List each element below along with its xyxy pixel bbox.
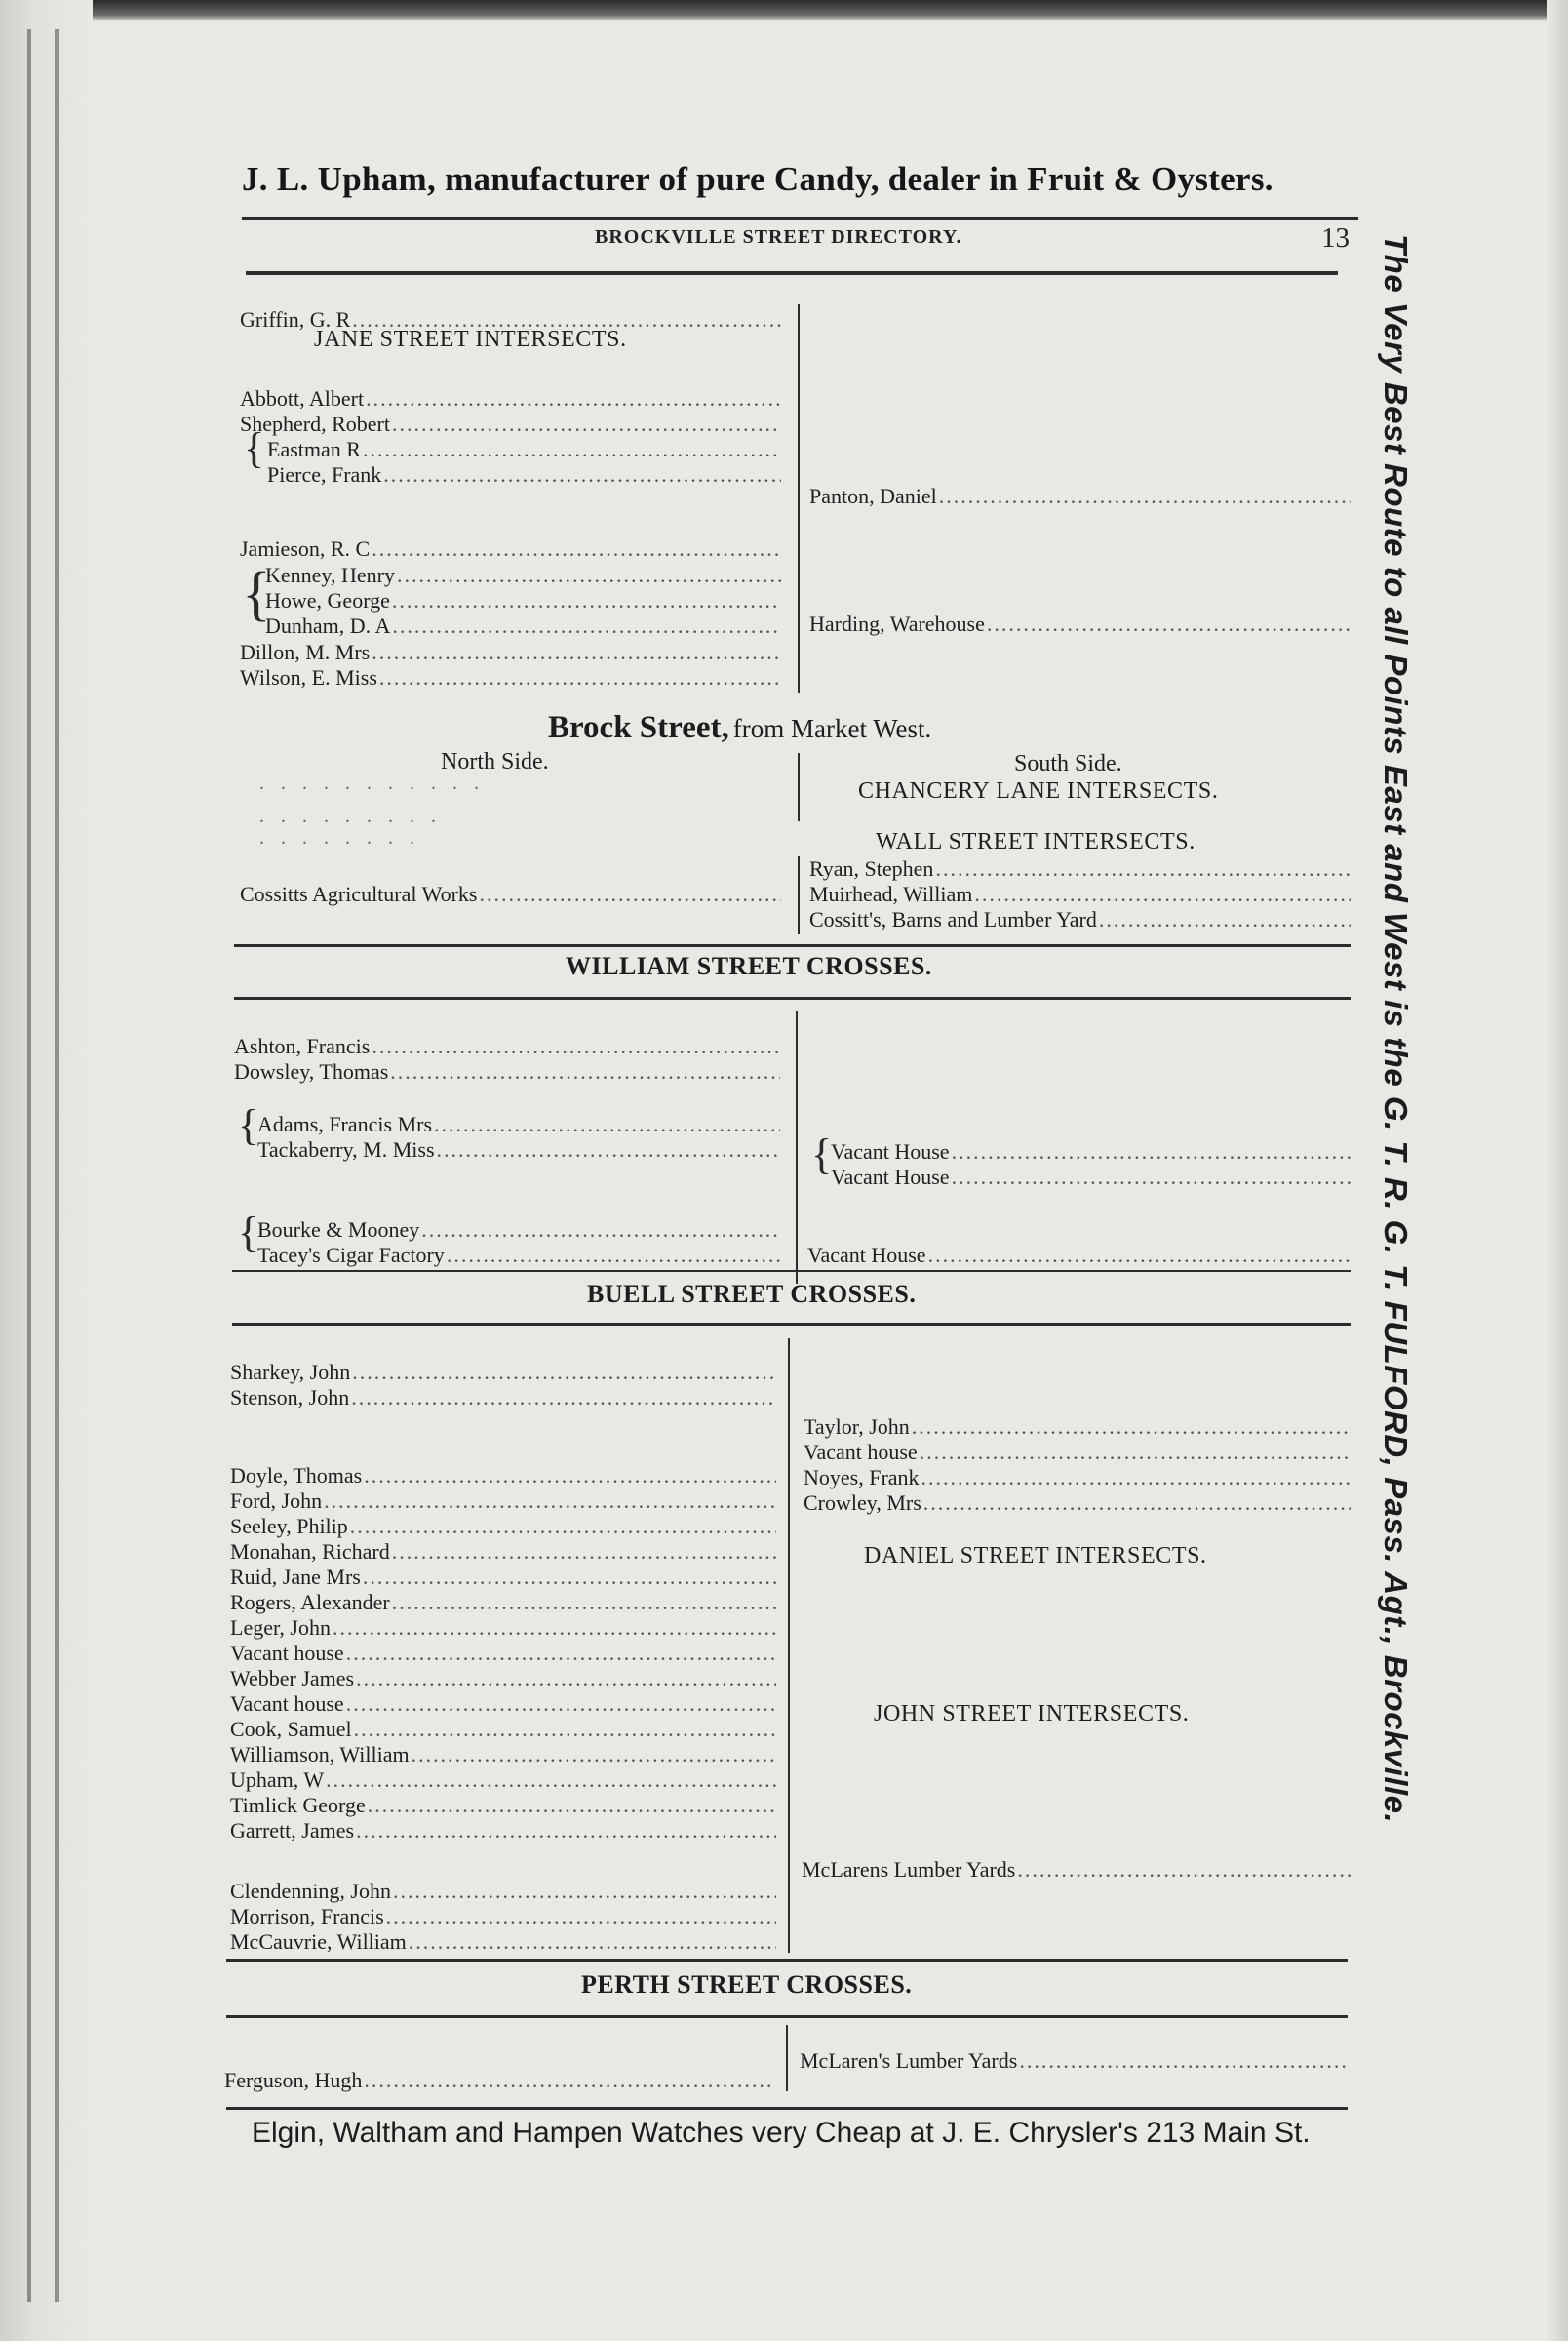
list-item: Stenson, John ..... bbox=[230, 1385, 776, 1411]
list-item: Vacant House ..... bbox=[807, 1243, 1351, 1269]
list-item: Pierce, Frank ..... bbox=[267, 462, 781, 489]
list-item: Clendenning, John ..... bbox=[230, 1879, 776, 1905]
list-item: McLarens Lumber Yards ..... bbox=[802, 1857, 1351, 1884]
list-item: Panton, Daniel ..... bbox=[809, 484, 1351, 510]
list-item: Vacant house ..... bbox=[804, 1440, 1351, 1466]
column-divider bbox=[786, 2025, 788, 2091]
header-rule bbox=[242, 217, 1358, 220]
bracket: { bbox=[244, 424, 265, 472]
list-item: Ryan, Stephen ..... bbox=[809, 856, 1351, 883]
bracket: { bbox=[238, 1209, 259, 1256]
header-rule bbox=[246, 271, 1338, 275]
column-divider bbox=[798, 304, 800, 693]
john-street-heading: JOHN STREET INTERSECTS. bbox=[874, 1701, 1190, 1726]
list-item: Webber James ..... bbox=[230, 1666, 776, 1692]
list-item: Dowsley, Thomas ..... bbox=[234, 1059, 780, 1086]
blank-dots: . . . . . . . . . . . bbox=[259, 773, 485, 794]
bottom-advertisement: Elgin, Waltham and Hampen Watches very Cheap at J. E. Chrysler's 213 Main St. bbox=[252, 2117, 1311, 2149]
list-item: Adams, Francis Mrs ..... bbox=[257, 1112, 780, 1138]
list-item: Upham, W ..... bbox=[230, 1767, 776, 1794]
list-item: Vacant House ..... bbox=[831, 1139, 1351, 1166]
list-item: Morrison, Francis ..... bbox=[230, 1904, 776, 1930]
list-item: Vacant House ..... bbox=[831, 1165, 1351, 1191]
list-item: Ashton, Francis ..... bbox=[234, 1034, 780, 1060]
list-item: Ferguson, Hugh ..... bbox=[224, 2068, 772, 2094]
list-item: Kenney, Henry ..... bbox=[265, 563, 781, 589]
list-item: Timlick George ..... bbox=[230, 1793, 776, 1819]
page-right-edge bbox=[1547, 0, 1568, 2341]
list-item: Shepherd, Robert ..... bbox=[240, 412, 781, 438]
section-rule bbox=[232, 1270, 1351, 1272]
list-item: Noyes, Frank ..... bbox=[804, 1465, 1351, 1491]
list-item: Vacant house ..... bbox=[230, 1691, 776, 1718]
perth-street-heading: PERTH STREET CROSSES. bbox=[581, 1970, 913, 1999]
list-item: Harding, Warehouse ..... bbox=[809, 612, 1351, 638]
running-title: BROCKVILLE STREET DIRECTORY. bbox=[595, 226, 962, 248]
jane-street-heading: JANE STREET INTERSECTS. bbox=[314, 327, 627, 352]
south-side-label: South Side. bbox=[1014, 751, 1122, 776]
list-item: Garrett, James ..... bbox=[230, 1818, 776, 1845]
list-item: Doyle, Thomas ..... bbox=[230, 1463, 776, 1489]
list-item: Tackaberry, M. Miss ..... bbox=[257, 1137, 780, 1164]
list-item: Tacey's Cigar Factory ..... bbox=[257, 1243, 780, 1269]
list-item: Abbott, Albert ..... bbox=[240, 386, 781, 413]
list-item: Wilson, E. Miss ..... bbox=[240, 665, 781, 692]
list-item: Ford, John ..... bbox=[230, 1488, 776, 1515]
sidebar-advertisement bbox=[1377, 234, 1418, 2087]
brock-street-heading: Brock Street, from Market West. bbox=[548, 710, 932, 745]
list-item: Leger, John ..... bbox=[230, 1615, 776, 1642]
section-rule bbox=[234, 997, 1351, 1000]
top-shadow bbox=[0, 0, 1568, 21]
list-item: Rogers, Alexander ..... bbox=[230, 1590, 776, 1616]
binding-line bbox=[55, 29, 59, 2302]
top-advertisement: J. L. Upham, manufacturer of pure Candy, dealer in Fruit & Oysters. bbox=[242, 160, 1274, 198]
blank-dots: . . . . . . . . . bbox=[259, 806, 442, 827]
sidebar-advertisement-text: The Very Best Route to all Points East and West is the G. T. R. G. T. FULFORD, Pass. Agt., Brockville. bbox=[1378, 234, 1414, 1824]
section-rule bbox=[226, 1959, 1348, 1962]
william-street-heading: WILLIAM STREET CROSSES. bbox=[566, 952, 932, 980]
list-item: Muirhead, William ..... bbox=[809, 882, 1351, 908]
section-rule bbox=[234, 944, 1351, 947]
column-divider bbox=[788, 1338, 790, 1953]
column-divider bbox=[798, 856, 800, 934]
list-item: McCauvrie, William ..... bbox=[230, 1929, 776, 1956]
column-divider bbox=[796, 1011, 798, 1284]
list-item: Eastman R ..... bbox=[267, 437, 781, 463]
bracket: { bbox=[242, 561, 271, 627]
section-rule bbox=[232, 1323, 1351, 1326]
list-item: Dunham, D. A ..... bbox=[265, 614, 781, 640]
list-item: Williamson, William ..... bbox=[230, 1742, 776, 1768]
chancery-lane-heading: CHANCERY LANE INTERSECTS. bbox=[858, 778, 1219, 804]
list-item: Cossitts Agricultural Works ..... bbox=[240, 882, 781, 908]
binding-line bbox=[27, 29, 31, 2302]
list-item: Monahan, Richard ..... bbox=[230, 1539, 776, 1566]
section-rule bbox=[226, 2015, 1348, 2018]
list-item: Ruid, Jane Mrs ..... bbox=[230, 1565, 776, 1591]
list-item: Dillon, M. Mrs ..... bbox=[240, 640, 781, 666]
list-item: Cook, Samuel ..... bbox=[230, 1717, 776, 1743]
list-item: Seeley, Philip ..... bbox=[230, 1514, 776, 1540]
list-item: Sharkey, John ..... bbox=[230, 1360, 776, 1386]
list-item: Crowley, Mrs ..... bbox=[804, 1490, 1351, 1517]
bracket: { bbox=[238, 1101, 259, 1149]
list-item: Griffin, G. R ..... bbox=[240, 307, 781, 334]
list-item: McLaren's Lumber Yards ..... bbox=[800, 2048, 1348, 2075]
page-binding-edge bbox=[0, 0, 93, 2341]
north-side-label: North Side. bbox=[441, 749, 549, 774]
list-item: Jamieson, R. C ..... bbox=[240, 536, 781, 563]
wall-street-heading: WALL STREET INTERSECTS. bbox=[876, 829, 1196, 854]
list-item: Cossitt's, Barns and Lumber Yard ..... bbox=[809, 907, 1351, 933]
page-number: 13 bbox=[1321, 222, 1350, 254]
list-item: Taylor, John ..... bbox=[804, 1414, 1351, 1441]
list-item: Howe, George ..... bbox=[265, 588, 781, 615]
list-item: Bourke & Mooney ..... bbox=[257, 1217, 780, 1244]
bracket: { bbox=[811, 1131, 833, 1178]
blank-dots: . . . . . . . . bbox=[259, 827, 420, 849]
column-divider bbox=[798, 753, 800, 821]
daniel-street-heading: DANIEL STREET INTERSECTS. bbox=[864, 1543, 1207, 1568]
footer-rule bbox=[226, 2107, 1348, 2110]
list-item: Vacant house ..... bbox=[230, 1641, 776, 1667]
buell-street-heading: BUELL STREET CROSSES. bbox=[587, 1280, 917, 1308]
